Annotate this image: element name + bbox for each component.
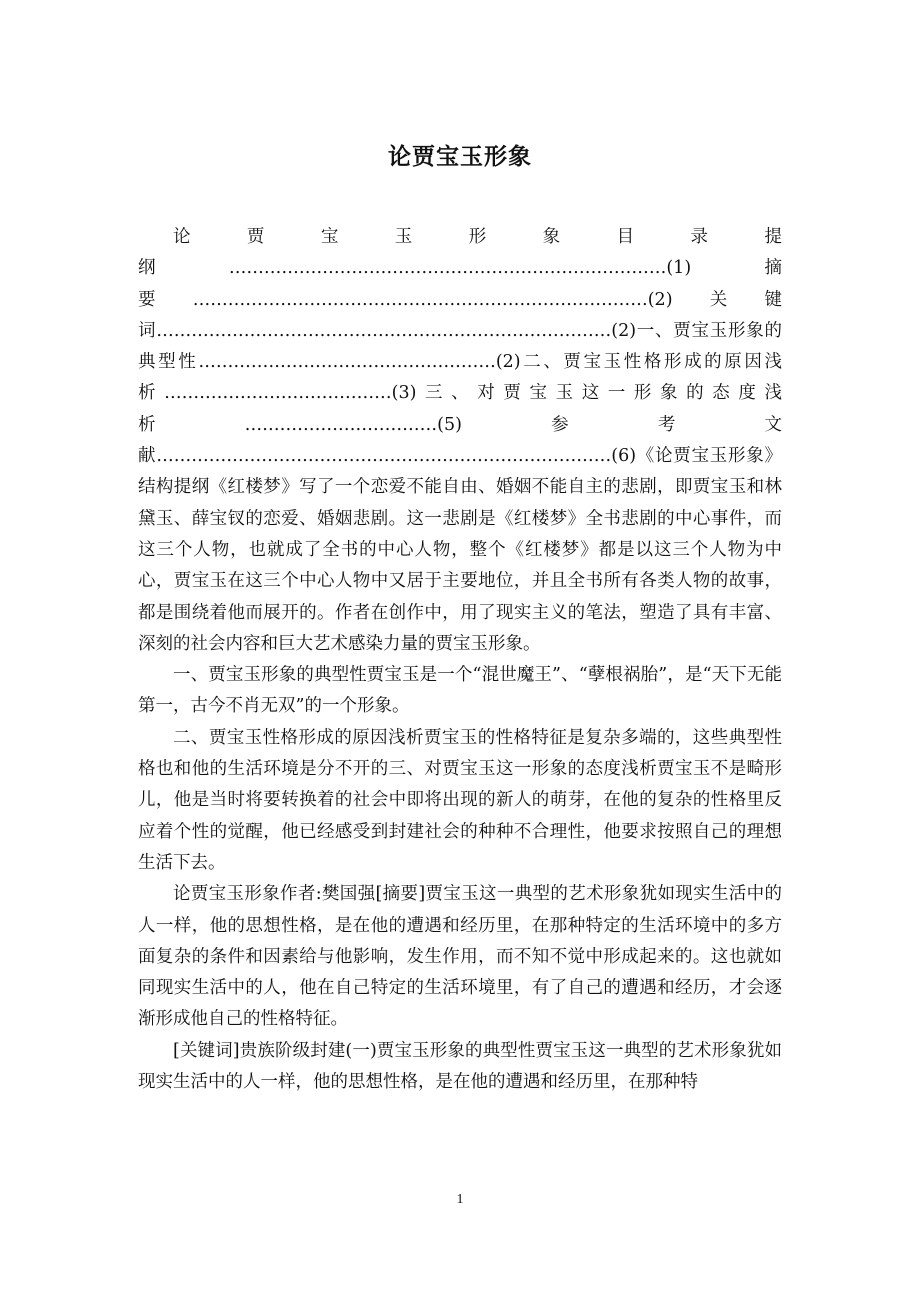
paragraph-toc-and-outline: 论贾宝玉形象目录提纲…………………………………………………………………(1)摘要……………………………………………………………………(2)关键词……………………………………………………………………(2)一、贾宝玉形象的典型性……………………………………………(2)二、贾宝玉性格形成的原因浅析…………………………………(3)三、对贾宝玉这一形象的态度浅析……………………………(5)参考文献……………………………………………………………………(6)《论贾宝玉形象》结构提纲《红楼梦》写了一个恋爱不能自由、婚姻不能自主的悲剧，即贾宝玉和林黛玉、薛宝钗的恋爱、婚姻悲剧。这一悲剧是《红楼梦》全书悲剧的中心事件，而这三个人物，也就成了全书的中心人物，整个《红楼梦》都是以这三个人物为中心，贾宝玉在这三个中心人物中又居于主要地位，并且全书所有各类人物的故事，都是围绕着他而展开的。作者在创作中，用了现实主义的笔法，塑造了具有丰富、深刻的社会内容和巨大艺术感染力量的贾宝玉形象。 [138, 227, 782, 654]
page-title: 论贾宝玉形象 [388, 144, 532, 170]
document-body [138, 222, 782, 1098]
paragraph-typicality: 一、贾宝玉形象的典型性贾宝玉是一个“混世魔王”、“孽根祸胎”，是“天下无能第一，古今不肖无双”的一个形象。 [138, 665, 782, 717]
paragraph-keywords: [关键词]贵族阶级封建(一)贾宝玉形象的典型性贾宝玉这一典型的艺术形象犹如现实生活中的人一样，他的思想性格，是在他的遭遇和经历里，在那种特 [138, 1040, 782, 1093]
paragraph-abstract: 论贾宝玉形象作者:樊国强[摘要]贾宝玉这一典型的艺术形象犹如现实生活中的人一样，他的思想性格，是在他的遭遇和经历里，在那种特定的生活环境中的多方面复杂的条件和因素给与他影响，发生作用，而不知不觉中形成起来的。这也就如同现实生活中的人，他在自己特定的生活环境里，有了自己的遭遇和经历，才会逐渐形成他自己的性格特征。 [138, 884, 782, 1030]
paragraph-causes: 二、贾宝玉性格形成的原因浅析贾宝玉的性格特征是复杂多端的，这些典型性格也和他的生活环境是分不开的三、对贾宝玉这一形象的态度浅析贾宝玉不是畸形儿，他是当时将要转换着的社会中即将出现的新人的萌芽，在他的复杂的性格里反应着个性的觉醒，他已经感受到封建社会的种种不合理性，他要求按照自己的理想生活下去。 [138, 727, 782, 873]
page-number: 1 [456, 1192, 464, 1207]
